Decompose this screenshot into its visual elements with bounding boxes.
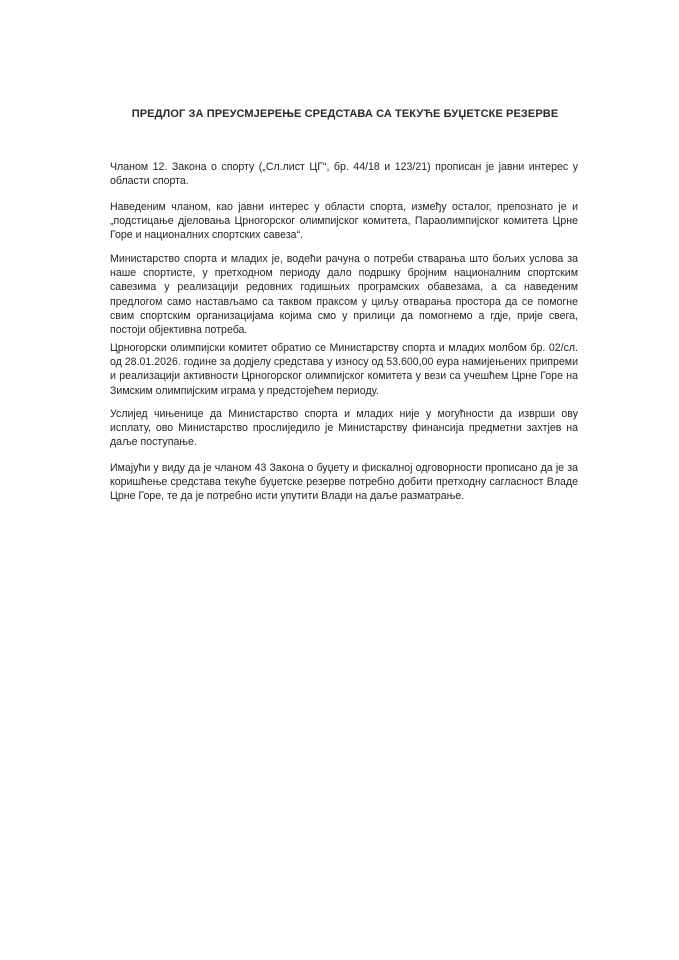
- document-title: ПРЕДЛОГ ЗА ПРЕУСМЈЕРЕЊЕ СРЕДСТАВА СА ТЕКУЋЕ БУЏЕТСКЕ РЕЗЕРВЕ: [131, 108, 559, 120]
- paragraph-public-interest: Наведеним чланом, као јавни интерес у области спорта, између осталог, препознато је и „подстицање дјеловања Црногорског олимпијског комитета, Параолимпијског комитета Црне Горе и националних спортских савеза“.: [110, 201, 578, 242]
- paragraph-legal-basis: Чланом 12. Закона о спорту („Сл.лист ЦГ“, бр. 44/18 и 123/21) прописан је јавни интерес у области спорта.: [110, 161, 578, 188]
- paragraph-government-approval: Имајући у виду да је чланом 43 Закона о буџету и фискалној одговорности прописано да је за коришћење средстава текуће буџетске резерве потребно добити претходну сагласност Владе Црне Горе, те да је потребно исти упутити Влади на даље разматрање.: [110, 462, 578, 503]
- paragraph-ministry-support: Министарство спорта и младих је, водећи рачуна о потреби стварања што бољих услова за наше спортисте, у претходном периоду дало подршку бројним националним спортским савезима у реализацији редовних годишњих програмских обавезама, а са наведеним предлогом само настављамо са таквом праксом у циљу отварања простора да се помогне свим спортским организацијама којима смо у прилици да помогнемо а гдје, прије свега, постоји објективна потреба.: [110, 253, 578, 337]
- paragraph-olympic-committee-request: Црногорски олимпијски комитет обратио се Министарству спорта и младих молбом бр. 02/сл. од 28.01.2026. године за додјелу средстава у износу од 53.600,00 еура намијењених припреми и реализацији активности Црногорског олимпијског комитета у вези са учешћем Црне Горе на Зимским олимпијским играма у предстојећем периоду.: [110, 342, 578, 397]
- paragraph-forwarding: Услијед чињенице да Министарство спорта и младих није у могућности да изврши ову исплату, ово Министарство прослиједило је Министарству финансија предметни захтјев на даље поступање.: [110, 408, 578, 449]
